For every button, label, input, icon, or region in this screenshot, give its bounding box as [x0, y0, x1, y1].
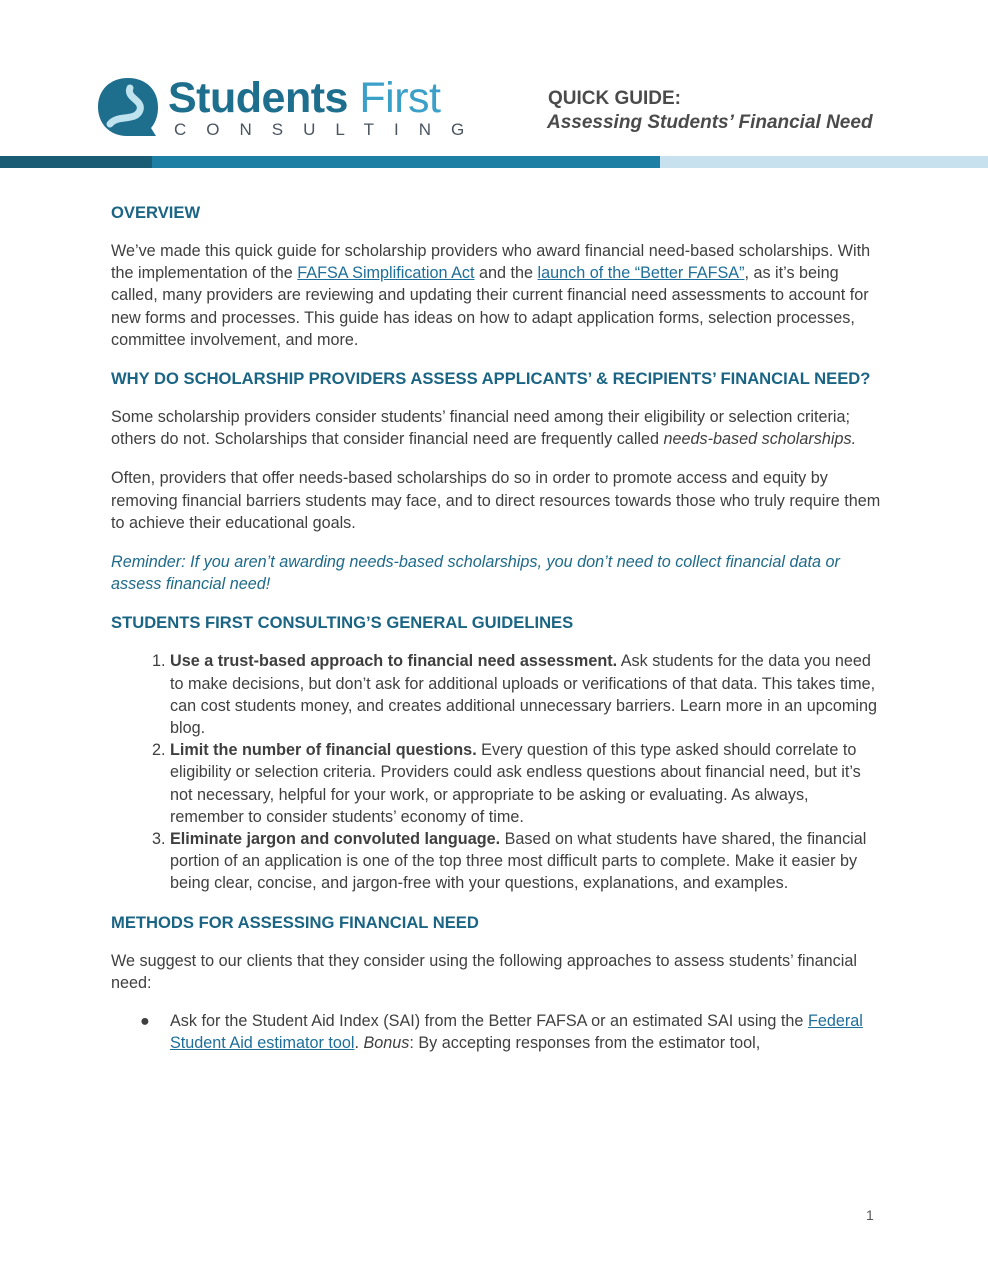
why-paragraph-2: Often, providers that offer needs-based scholarships do so in order to promote access and equity by removing financial barriers students may face, and to direct resources towards those who truly require them to achieve their educational goals.	[111, 469, 881, 532]
document-body	[111, 200, 881, 1054]
header-bar-mid	[152, 156, 660, 168]
fafsa-simplification-link[interactable]: FAFSA Simplification Act	[297, 264, 475, 283]
overview-paragraph: We’ve made this quick guide for scholarship providers who award financial need-based scholarships. With the implementation of the FAFSA Simplification Act and the launch of the “Better FAFSA”, as it’s being called, many providers are reviewing and updating their current financial need assessments to account for new forms and processes. This guide has ideas on how to adapt application forms, selection processes, committee involvement, and more.	[111, 242, 871, 349]
methods-list	[111, 1010, 881, 1054]
document-header	[0, 0, 988, 170]
guideline-item: 3. Eliminate jargon and convoluted language. Based on what students have shared, the financial portion of an application is one of the top three most difficult parts to complete. Make it easier by being clear, concise, and jargon-free with your questions, explanations, and examples.	[170, 828, 881, 895]
students-first-logo	[96, 74, 485, 142]
guide-label: QUICK GUIDE:	[548, 88, 681, 109]
guideline-item: 2. Limit the number of financial questions. Every question of this type asked should correlate to eligibility or selection criteria. Providers could ask endless questions about financial need, but it’s not necessary, helpful for your work, or appropriate to be asking or evaluating. As always, remember to consider students’ economy of time.	[170, 739, 881, 828]
speech-bubble-river-icon	[96, 76, 160, 140]
header-bar-light	[660, 156, 988, 168]
methods-heading: METHODS FOR ASSESSING FINANCIAL NEED	[111, 912, 479, 932]
guideline-item: 1. Use a trust-based approach to financial need assessment. Ask students for the data you need to make decisions, but don’t ask for additional uploads or verifications of that data. This takes time, can cost students money, and creates additional unnecessary barriers. Learn more in an upcoming blog.	[170, 650, 881, 739]
bullet-icon: ●	[140, 1012, 150, 1031]
methods-intro: We suggest to our clients that they consider using the following approaches to assess students’ financial need:	[111, 951, 857, 992]
why-heading: WHY DO SCHOLARSHIP PROVIDERS ASSESS APPLICANTS’ & RECIPIENTS’ FINANCIAL NEED?	[111, 369, 871, 389]
fsa-estimator-link[interactable]: Federal Student Aid estimator tool	[170, 1012, 863, 1053]
better-fafsa-link[interactable]: launch of the “Better FAFSA”	[537, 264, 745, 283]
why-paragraph-1: Some scholarship providers consider students’ financial need among their eligibility or selection criteria; others do not. Scholarships that consider financial need are frequently called needs-based scholarships.	[111, 408, 857, 449]
overview-heading: OVERVIEW	[111, 203, 201, 222]
brand-name: Students First	[168, 74, 441, 122]
page-number: 1	[866, 1207, 874, 1223]
reminder-note: Reminder: If you aren’t awarding needs-based scholarships, you don’t need to collect financial data or assess financial need!	[111, 553, 840, 594]
header-bar-dark	[0, 156, 152, 168]
method-item: ● Ask for the Student Aid Index (SAI) from the Better FAFSA or an estimated SAI using the Federal Student Aid estimator tool. Bonus: By accepting responses from the estimator tool,	[140, 1012, 863, 1053]
brand-subtitle: CONSULTING	[174, 120, 485, 139]
guide-title: Assessing Students’ Financial Need	[547, 112, 873, 133]
guidelines-heading: STUDENTS FIRST CONSULTING’S GENERAL GUIDELINES	[111, 613, 574, 633]
guidelines-list	[111, 650, 881, 894]
